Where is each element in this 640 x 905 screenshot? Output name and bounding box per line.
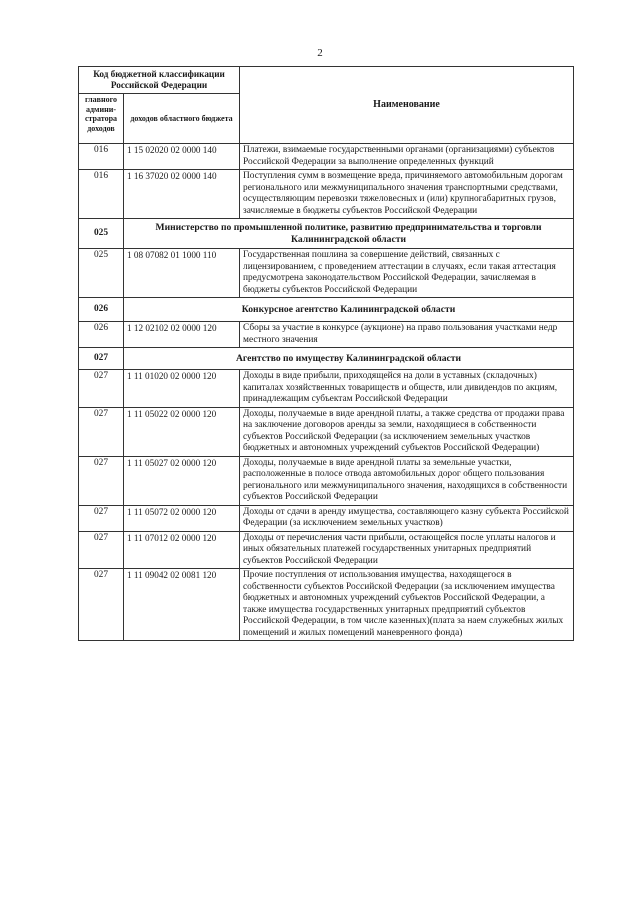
admin-code: 025	[79, 249, 124, 298]
income-name: Доходы от сдачи в аренду имущества, составляющего казну субъекта Российской Федерации (за исключением земельных участков)	[240, 505, 574, 531]
income-name: Государственная пошлина за совершение действий, связанных с лицензированием, с проведением аттестации в случаях, если такая аттестация предусмотрена законодательством Российской Федерации, зачисляемая в бюджеты субъектов Российской Федерации	[240, 249, 574, 298]
table-row	[79, 407, 574, 456]
income-name: Доходы, получаемые в виде арендной платы, а также средства от продажи права на заключение договоров аренды за земли, находящиеся в собственности субъектов Российской Федерации (за исключением земельных участков бюджетных и автономных учреждений субъектов Российской Федерации)	[240, 407, 574, 456]
table-row	[79, 322, 574, 348]
income-code: 1 11 05072 02 0000 120	[124, 505, 240, 531]
section-admin-code: 027	[79, 348, 124, 370]
table-row	[79, 370, 574, 408]
income-code: 1 11 05027 02 0000 120	[124, 456, 240, 505]
table-row	[79, 531, 574, 569]
table-row	[79, 456, 574, 505]
table-row	[79, 569, 574, 641]
admin-code: 016	[79, 170, 124, 219]
income-code: 1 11 07012 02 0000 120	[124, 531, 240, 569]
section-row	[79, 348, 574, 370]
admin-code: 016	[79, 144, 124, 170]
admin-code: 027	[79, 456, 124, 505]
income-name: Платежи, взимаемые государственными органами (организациями) субъектов Российской Федерации за выполнение определенных функций	[240, 144, 574, 170]
admin-code: 027	[79, 505, 124, 531]
section-title: Конкурсное агентство Калининградской области	[124, 298, 574, 322]
header-name: Наименование	[240, 67, 574, 144]
income-code: 1 12 02102 02 0000 120	[124, 322, 240, 348]
header-group-title: Код бюджетной классификации Российской Федерации	[79, 67, 240, 94]
table-row	[79, 249, 574, 298]
admin-code: 026	[79, 322, 124, 348]
table-row	[79, 144, 574, 170]
page-number: 2	[317, 47, 323, 59]
admin-code: 027	[79, 531, 124, 569]
admin-code: 027	[79, 569, 124, 641]
admin-code: 027	[79, 407, 124, 456]
section-row	[79, 219, 574, 249]
income-name: Доходы в виде прибыли, приходящейся на доли в уставных (складочных) капиталах хозяйственных товариществ и обществ, или дивидендов по акциям, принадлежащим субъектам Российской Федерации	[240, 370, 574, 408]
header-admin-column: главного админи-стратора доходов	[79, 94, 124, 144]
income-code: 1 11 09042 02 0081 120	[124, 569, 240, 641]
table-body	[79, 144, 574, 641]
section-title: Министерство по промышленной политике, развитию предпринимательства и торговли Калининградской области	[124, 219, 574, 249]
section-admin-code: 025	[79, 219, 124, 249]
section-row	[79, 298, 574, 322]
income-name: Прочие поступления от использования имущества, находящегося в собственности субъектов Российской Федерации (за исключением имущества бюджетных и автономных учреждений субъектов Российской Федерации, а также имущества государственных унитарных предприятий субъектов Российской Федерации, в том числе казенных)(плата за наем служебных жилых помещений и жилых помещений маневренного фонда)	[240, 569, 574, 641]
income-code: 1 08 07082 01 1000 110	[124, 249, 240, 298]
income-code: 1 15 02020 02 0000 140	[124, 144, 240, 170]
header-income-column: доходов областного бюджета	[124, 94, 240, 144]
table-row	[79, 505, 574, 531]
admin-code: 027	[79, 370, 124, 408]
income-code: 1 16 37020 02 0000 140	[124, 170, 240, 219]
income-code: 1 11 05022 02 0000 120	[124, 407, 240, 456]
income-name: Доходы от перечисления части прибыли, остающейся после уплаты налогов и иных обязательных платежей государственных унитарных предприятий субъектов Российской Федерации	[240, 531, 574, 569]
budget-classification-table	[78, 66, 574, 641]
section-admin-code: 026	[79, 298, 124, 322]
income-name: Сборы за участие в конкурсе (аукционе) на право пользования участками недр местного значения	[240, 322, 574, 348]
table-row	[79, 170, 574, 219]
income-code: 1 11 01020 02 0000 120	[124, 370, 240, 408]
section-title: Агентство по имуществу Калининградской области	[124, 348, 574, 370]
income-name: Поступления сумм в возмещение вреда, причиняемого автомобильным дорогам регионального или межмуниципального значения транспортными средствами, осуществляющим перевозки тяжеловесных и (или) крупногабаритных грузов, зачисляемые в бюджеты субъектов Российской Федерации	[240, 170, 574, 219]
income-name: Доходы, получаемые в виде арендной платы за земельные участки, расположенные в полосе отвода автомобильных дорог общего пользования регионального или межмуниципального значения, находящихся в собственности субъектов Российской Федерации	[240, 456, 574, 505]
